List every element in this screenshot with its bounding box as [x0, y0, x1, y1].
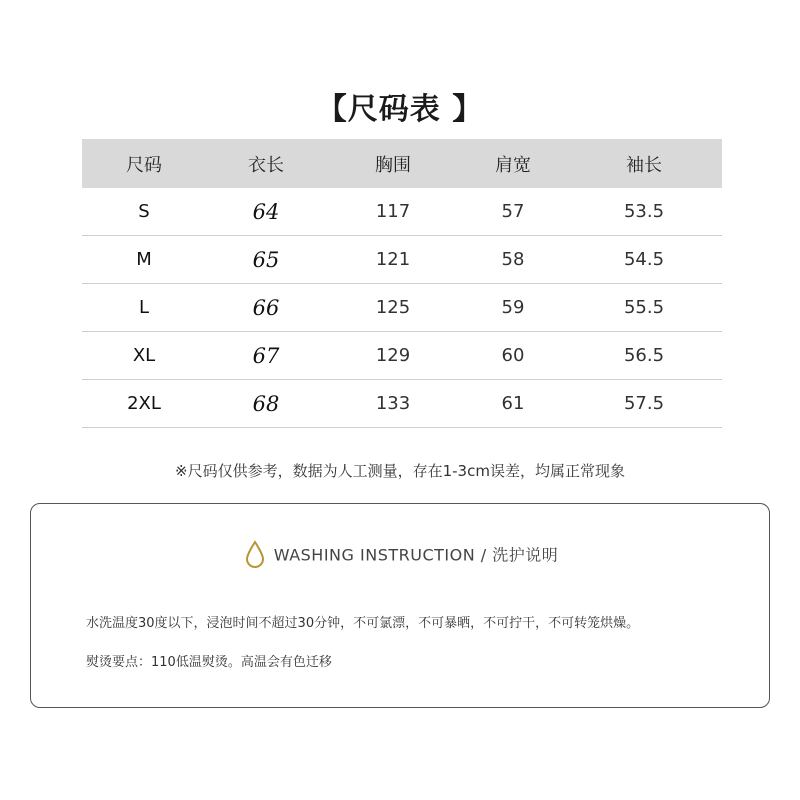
- table-header-row: [82, 139, 722, 188]
- cell-sleeve: 57.5: [566, 380, 722, 428]
- cell-length: 64: [206, 188, 326, 236]
- cell-chest: 125: [326, 284, 460, 332]
- cell-size: L: [82, 284, 206, 332]
- measurement-note: ※尺码仅供参考，数据为人工测量，存在1-3cm误差，均属正常现象: [175, 462, 625, 480]
- cell-size: S: [82, 188, 206, 236]
- size-chart-table: [82, 139, 722, 428]
- washing-line-1: 水洗温度30度以下，浸泡时间不超过30分钟，不可氯漂，不可暴晒，不可拧干，不可转笼烘燥。: [86, 616, 640, 631]
- header-sleeve: 袖长: [566, 139, 722, 188]
- cell-sleeve: 54.5: [566, 236, 722, 284]
- table-row: [82, 188, 722, 236]
- header-length: 衣长: [206, 139, 326, 188]
- cell-length: 65: [206, 236, 326, 284]
- header-chest: 胸围: [326, 139, 460, 188]
- cell-size: M: [82, 236, 206, 284]
- cell-chest: 121: [326, 236, 460, 284]
- cell-chest: 133: [326, 380, 460, 428]
- page-title: 【尺码表 】: [316, 92, 484, 127]
- cell-sleeve: 55.5: [566, 284, 722, 332]
- washing-line-2: 熨烫要点：110低温熨烫。高温会有色迁移: [86, 655, 332, 670]
- cell-length: 66: [206, 284, 326, 332]
- washing-instruction-box: [30, 503, 770, 708]
- cell-size: 2XL: [82, 380, 206, 428]
- table-row: [82, 284, 722, 332]
- washing-heading-row: [31, 540, 771, 568]
- cell-length: 67: [206, 332, 326, 380]
- cell-shoulder: 59: [460, 284, 566, 332]
- cell-chest: 117: [326, 188, 460, 236]
- cell-sleeve: 53.5: [566, 188, 722, 236]
- water-drop-icon: [244, 540, 266, 568]
- cell-shoulder: 60: [460, 332, 566, 380]
- cell-shoulder: 58: [460, 236, 566, 284]
- washing-heading: WASHING INSTRUCTION / 洗护说明: [273, 545, 559, 565]
- header-size: 尺码: [82, 139, 206, 188]
- header-shoulder: 肩宽: [460, 139, 566, 188]
- cell-length: 68: [206, 380, 326, 428]
- cell-shoulder: 57: [460, 188, 566, 236]
- cell-sleeve: 56.5: [566, 332, 722, 380]
- table-row: [82, 332, 722, 380]
- cell-size: XL: [82, 332, 206, 380]
- table-row: [82, 380, 722, 428]
- cell-chest: 129: [326, 332, 460, 380]
- cell-shoulder: 61: [460, 380, 566, 428]
- table-row: [82, 236, 722, 284]
